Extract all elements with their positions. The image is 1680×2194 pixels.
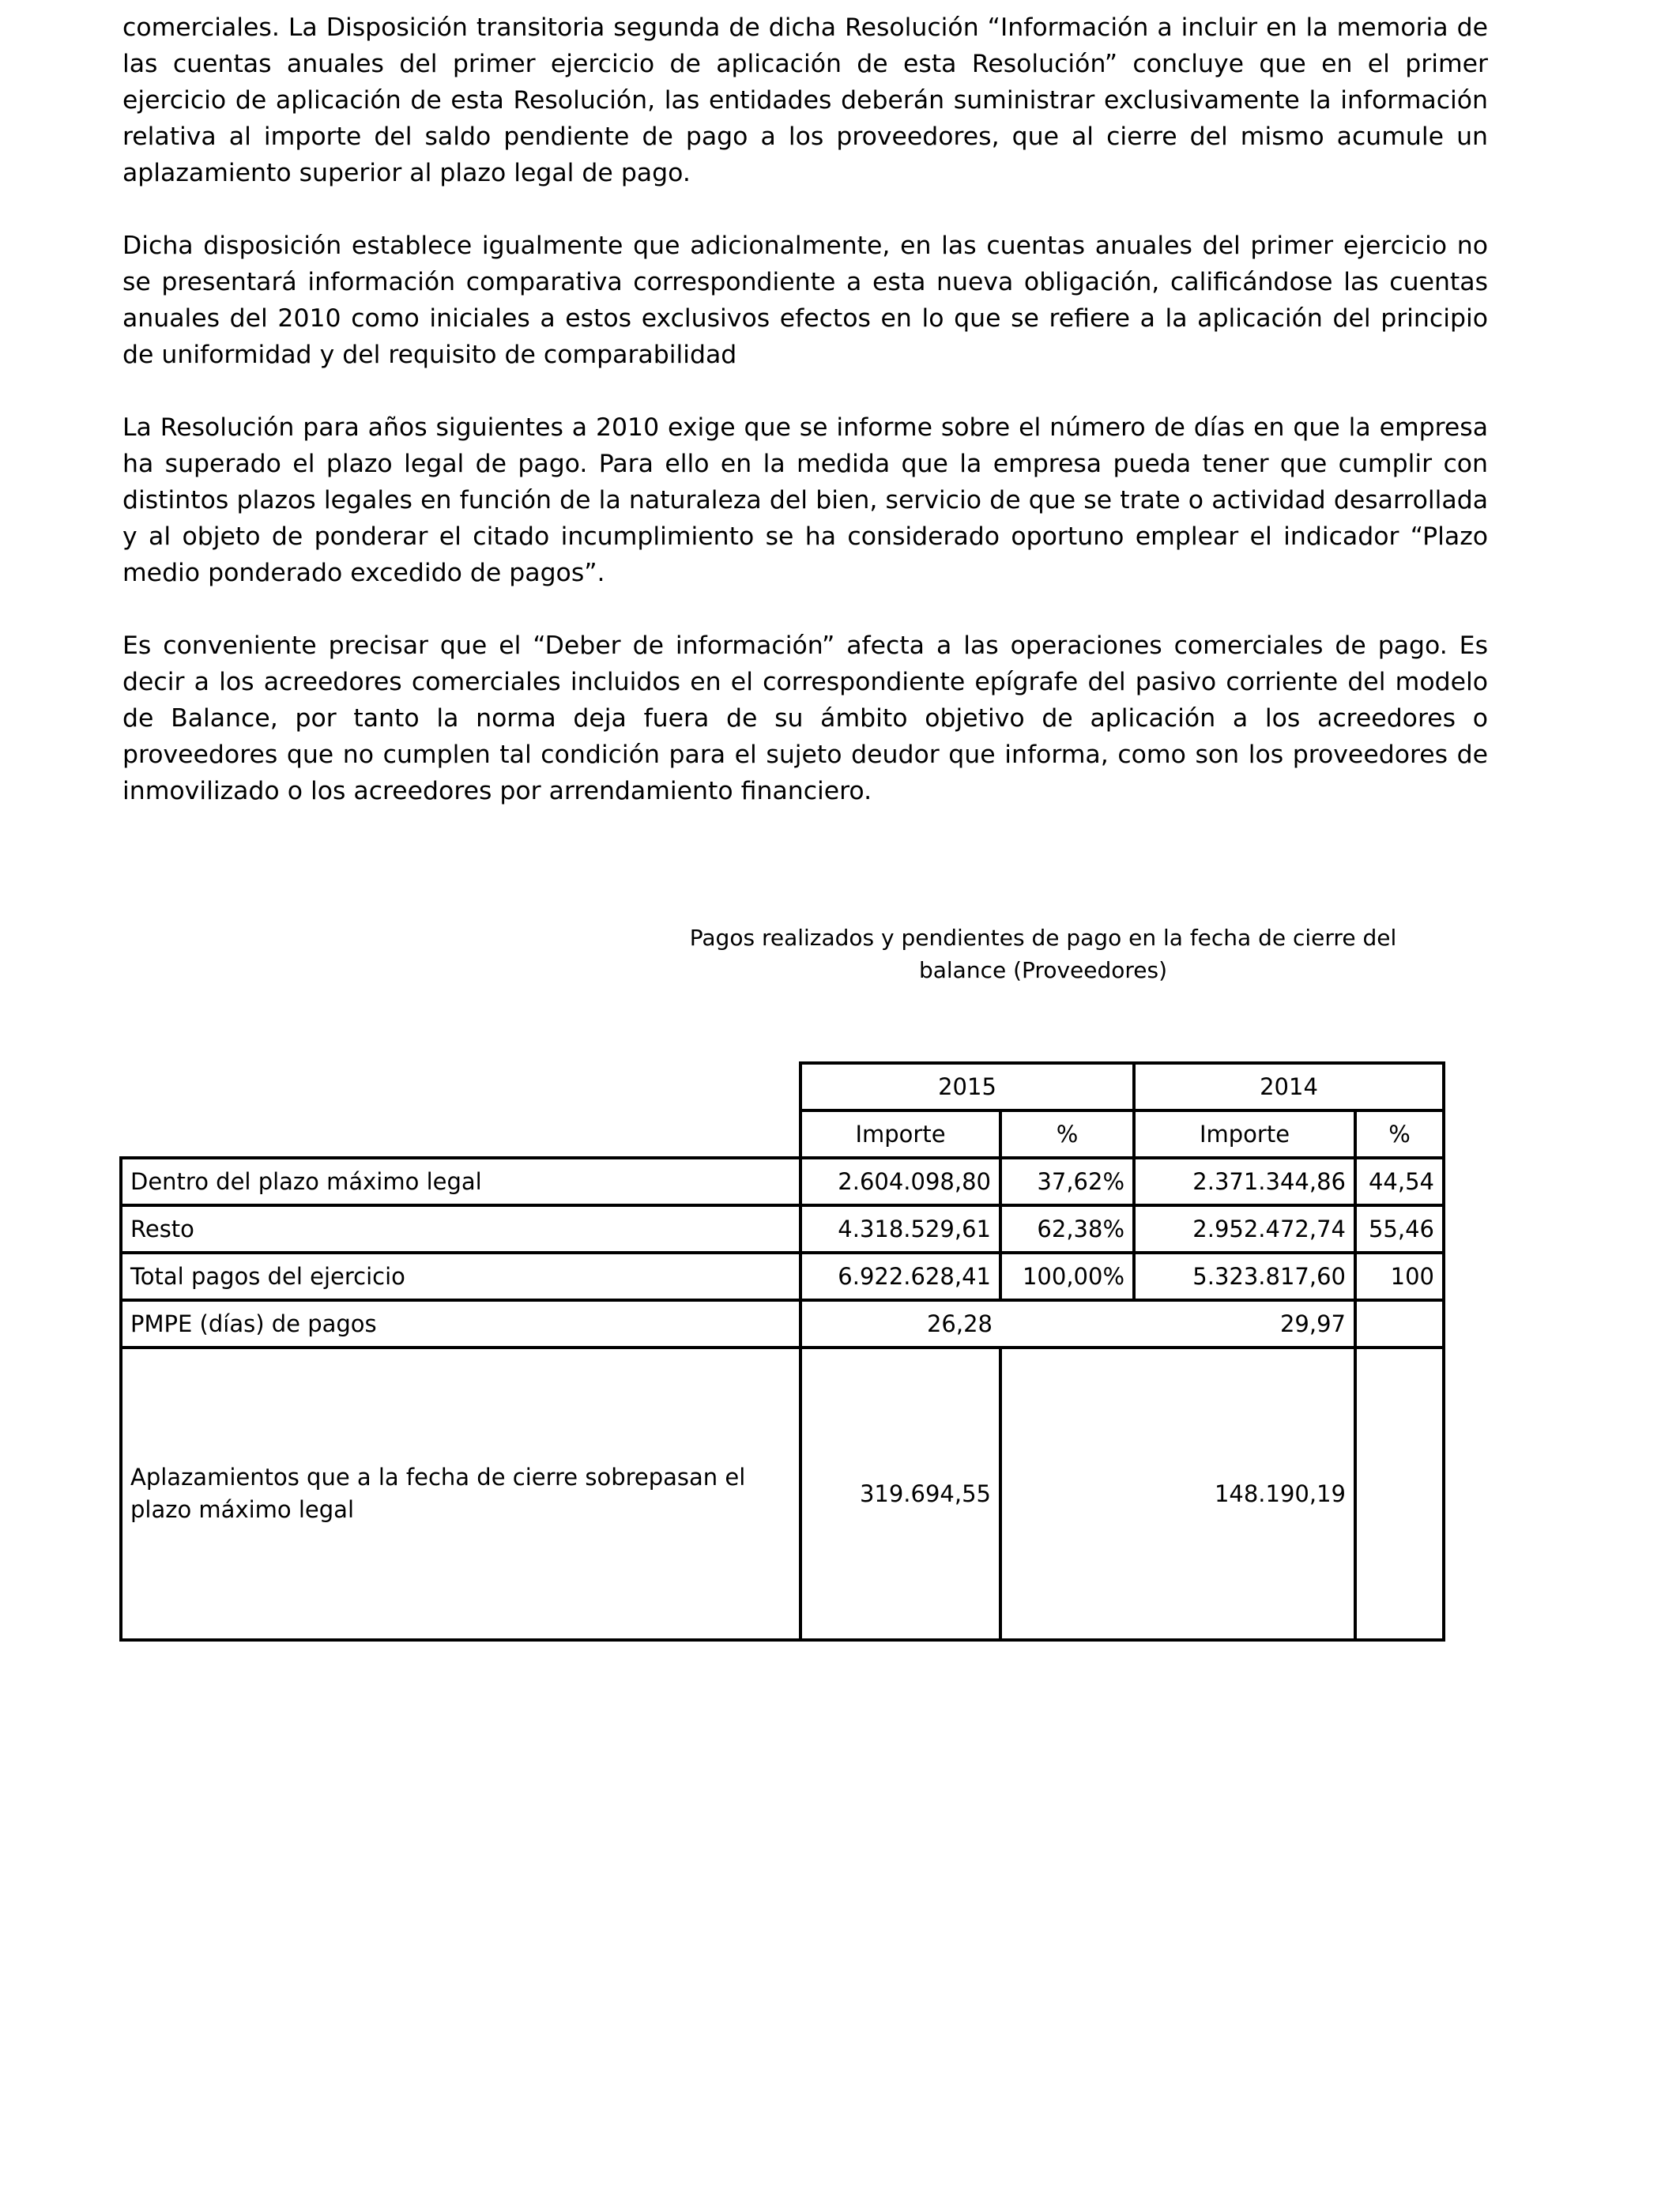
- cell-importe-2014: 5.323.817,60: [1134, 1253, 1355, 1300]
- table-row: [121, 1205, 1444, 1253]
- cell-percent-2015: 62,38%: [1000, 1205, 1134, 1253]
- paragraph: La Resolución para años siguientes a 2010 exige que se informe sobre el número de días en que la empresa ha superado el plazo legal de pago. Para ello en la medida que la empresa pueda tener que cumplir con distintos plazos legales en función de la naturaleza del bien, servicio de que se trate o actividad desarrollada y al objeto de ponderar el citado incumplimiento se ha considerado oportuno emplear el indicador “Plazo medio ponderado excedido de pagos”.: [122, 413, 1488, 587]
- cell-importe-2014: 2.371.344,86: [1134, 1158, 1355, 1205]
- cell-percent-2015-empty: [1000, 1300, 1134, 1348]
- cell-percent-2015: 37,62%: [1000, 1158, 1134, 1205]
- paragraph: comerciales. La Disposición transitoria segunda de dicha Resolución “Información a incluir en la memoria de las cuentas anuales del primer ejercicio de aplicación de esta Resolución” concluye que en el primer ejercicio de aplicación de esta Resolución, las entidades deberán suministrar exclusivamente la información relativa al importe del saldo pendiente de pago a los proveedores, que al cierre del mismo acumule un aplazamiento superior al plazo legal de pago.: [122, 13, 1488, 187]
- cell-percent-2014-empty: [1355, 1300, 1444, 1348]
- row-label: Total pagos del ejercicio: [121, 1253, 800, 1300]
- cell-importe-2014: 29,97: [1134, 1300, 1355, 1348]
- cell-importe-2015: 2.604.098,80: [800, 1158, 1000, 1205]
- year-header-2014: 2014: [1134, 1063, 1444, 1110]
- subheader-percent-2015: %: [1000, 1110, 1134, 1158]
- cell-importe-2014: 2.952.472,74: [1134, 1205, 1355, 1253]
- cell-importe-2015: 4.318.529,61: [800, 1205, 1000, 1253]
- table-row: [121, 1253, 1444, 1300]
- cell-percent-2015-empty: [1000, 1348, 1134, 1640]
- cell-percent-2014: 55,46: [1355, 1205, 1444, 1253]
- cell-percent-2014-empty: [1355, 1348, 1444, 1640]
- row-label: Dentro del plazo máximo legal: [121, 1158, 800, 1205]
- row-label: Resto: [121, 1205, 800, 1253]
- cell-percent-2015: 100,00%: [1000, 1253, 1134, 1300]
- table-row: [121, 1348, 1444, 1640]
- payments-table: [119, 1061, 1445, 1642]
- body-text: [122, 9, 1488, 846]
- table-title: Pagos realizados y pendientes de pago en la fecha de cierre del balance (Proveedores): [689, 925, 1397, 983]
- year-header-2015: 2015: [800, 1063, 1134, 1110]
- cell-percent-2014: 44,54: [1355, 1158, 1444, 1205]
- subheader-importe-2015: Importe: [800, 1110, 1000, 1158]
- subheader-importe-2014: Importe: [1134, 1110, 1355, 1158]
- table-corner-blank: [121, 1063, 800, 1158]
- cell-importe-2014: 148.190,19: [1134, 1348, 1355, 1640]
- cell-importe-2015: 26,28: [800, 1300, 1000, 1348]
- table-row: [121, 1158, 1444, 1205]
- subheader-percent-2014: %: [1355, 1110, 1444, 1158]
- cell-importe-2015: 319.694,55: [800, 1348, 1000, 1640]
- cell-percent-2014: 100: [1355, 1253, 1444, 1300]
- cell-importe-2015: 6.922.628,41: [800, 1253, 1000, 1300]
- table-row: [121, 1300, 1444, 1348]
- paragraph: Es conveniente precisar que el “Deber de información” afecta a las operaciones comerciales de pago. Es decir a los acreedores comerciales incluidos en el correspondiente epígrafe del pasivo corriente del modelo de Balance, por tanto la norma deja fuera de su ámbito objetivo de aplicación a los acreedores o proveedores que no cumplen tal condición para el sujeto deudor que informa, como son los proveedores de inmovilizado o los acreedores por arrendamiento financiero.: [122, 631, 1488, 805]
- row-label: Aplazamientos que a la fecha de cierre sobrepasan el plazo máximo legal: [121, 1348, 800, 1640]
- table-year-header-row: [121, 1063, 1444, 1110]
- row-label: PMPE (días) de pagos: [121, 1300, 800, 1348]
- paragraph: Dicha disposición establece igualmente que adicionalmente, en las cuentas anuales del primer ejercicio no se presentará información comparativa correspondiente a esta nueva obligación, calificándose las cuentas anuales del 2010 como iniciales a estos exclusivos efectos en lo que se refiere a la aplicación del principio de uniformidad y del requisito de comparabilidad: [122, 232, 1488, 369]
